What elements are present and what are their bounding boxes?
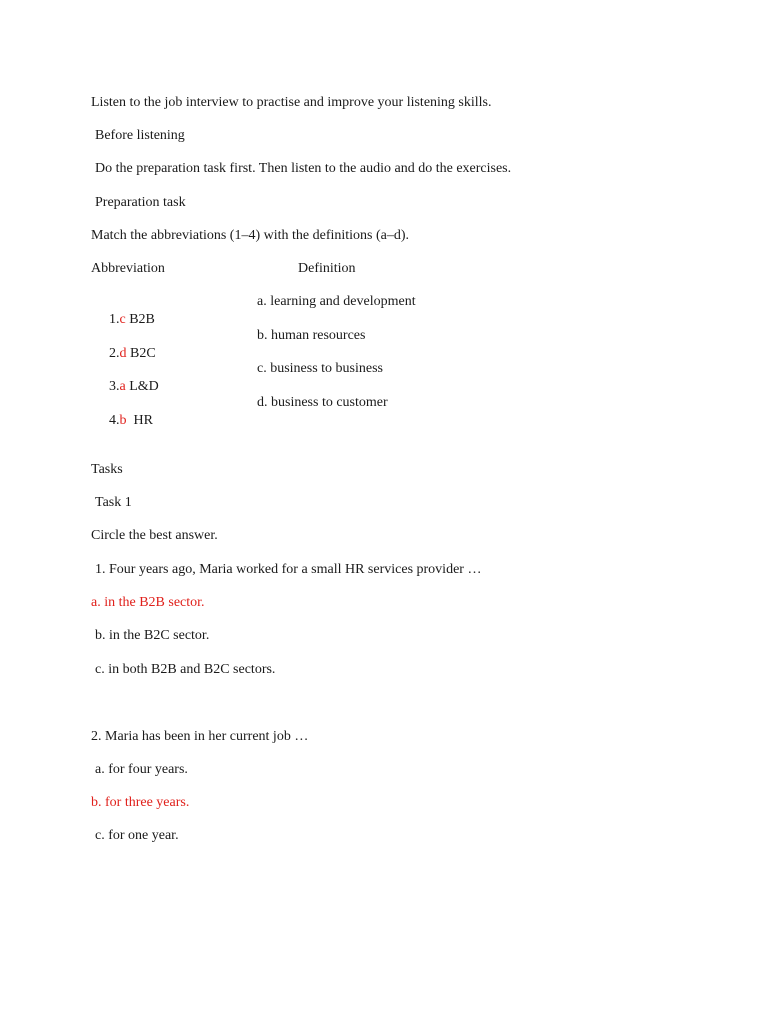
- question-1-option-c: c. in both B2B and B2C sectors.: [95, 662, 276, 677]
- matching-answer: b: [119, 413, 127, 428]
- matching-definition: a. learning and development: [257, 294, 416, 309]
- tasks-heading: Tasks: [91, 462, 123, 477]
- column-header-abbreviation: Abbreviation: [91, 261, 165, 276]
- matching-abbreviation: L&D: [125, 379, 159, 394]
- preparation-task-instruction: Match the abbreviations (1–4) with the definitions (a–d).: [91, 228, 410, 243]
- preparation-task-heading: Preparation task: [95, 195, 186, 210]
- intro-text: Listen to the job interview to practise and improve your listening skills.: [91, 95, 492, 110]
- matching-abbreviation: HR: [126, 413, 153, 428]
- before-listening-heading: Before listening: [95, 128, 185, 143]
- task1-instruction: Circle the best answer.: [91, 528, 218, 543]
- matching-row-4: [95, 394, 595, 466]
- question-2-option-a: a. for four years.: [95, 762, 188, 777]
- question-2: 2. Maria has been in her current job …: [91, 729, 309, 744]
- question-1: 1. Four years ago, Maria worked for a small HR services provider …: [95, 562, 482, 577]
- matching-definition: d. business to customer: [257, 395, 388, 410]
- before-listening-instruction: Do the preparation task first. Then listen to the audio and do the exercises.: [95, 161, 512, 176]
- matching-number: 3.: [109, 379, 120, 394]
- matching-number: 2.: [109, 346, 120, 361]
- matching-number: 4.: [109, 413, 120, 428]
- task1-heading: Task 1: [95, 495, 132, 510]
- matching-answer: a: [119, 379, 126, 394]
- matching-abbreviation: B2B: [125, 312, 155, 327]
- question-2-option-c: c. for one year.: [95, 828, 179, 843]
- matching-number: 1.: [109, 312, 120, 327]
- matching-abbreviation: B2C: [126, 346, 156, 361]
- matching-answer: d: [119, 346, 127, 361]
- column-header-definition: Definition: [298, 261, 356, 276]
- question-1-option-b: b. in the B2C sector.: [95, 628, 210, 643]
- question-2-option-b-answer: b. for three years.: [91, 795, 190, 810]
- matching-definition: b. human resources: [257, 328, 366, 343]
- question-1-option-a-answer: a. in the B2B sector.: [91, 595, 205, 610]
- matching-definition: c. business to business: [257, 361, 383, 376]
- matching-answer: c: [119, 312, 126, 327]
